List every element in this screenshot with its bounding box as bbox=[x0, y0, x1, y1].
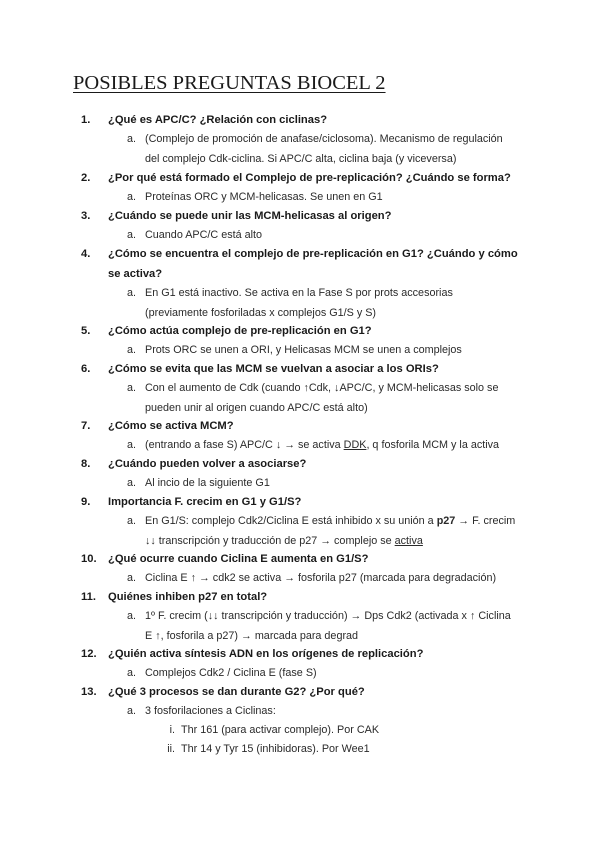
question-text: ¿Qué es APC/C? ¿Relación con ciclinas? bbox=[108, 114, 328, 126]
answer-line: Con el aumento de Cdk (cuando ↑Cdk, ↓APC/C, y MCM-helicasas solo se bbox=[145, 382, 499, 394]
question-text: Quiénes inhiben p27 en total? bbox=[108, 591, 268, 603]
question-5 bbox=[81, 322, 528, 342]
answer-7 bbox=[127, 436, 535, 456]
answer-11 bbox=[127, 607, 535, 646]
answer-text: Ciclina E ↑ → cdk2 se activa → fosforila p27 (marcada para degradación) bbox=[145, 572, 497, 584]
question-12 bbox=[81, 645, 528, 665]
answer-letter: a. bbox=[127, 477, 137, 489]
question-number: 6. bbox=[81, 363, 91, 375]
answer-text: ↓↓ transcripción y traducción de p27 → complejo se bbox=[145, 534, 395, 547]
answer-line bbox=[145, 532, 535, 552]
question-number: 7. bbox=[81, 420, 91, 432]
question-text: ¿Qué ocurre cuando Ciclina E aumenta en G1/S? bbox=[108, 553, 369, 565]
question-8 bbox=[81, 455, 528, 475]
answer-letter: a. bbox=[127, 382, 137, 394]
answer-text: , q fosforila MCM y la activa bbox=[366, 439, 500, 451]
answer-9 bbox=[127, 512, 535, 551]
question-text: ¿Cuándo pueden volver a asociarse? bbox=[108, 458, 307, 470]
answer-text: 3 fosforilaciones a Ciclinas: bbox=[145, 705, 276, 717]
question-13 bbox=[81, 683, 528, 703]
answer-13 bbox=[127, 702, 535, 722]
question-text: ¿Cuándo se puede unir las MCM-helicasas al origen? bbox=[108, 210, 392, 222]
question-7 bbox=[81, 417, 528, 437]
answer-line: (Complejo de promoción de anafase/ciclosoma). Mecanismo de regulación bbox=[145, 133, 503, 145]
question-line: ¿Cómo se encuentra el complejo de pre-replicación en G1? ¿Cuándo y cómo bbox=[108, 248, 518, 260]
question-text: ¿Cómo se activa MCM? bbox=[108, 420, 234, 432]
sub-item-text: Thr 161 (para activar complejo). Por CAK bbox=[181, 724, 380, 736]
question-number: 4. bbox=[81, 248, 91, 260]
answer-text: → F. crecim bbox=[455, 515, 516, 527]
answer-letter: a. bbox=[127, 572, 137, 584]
question-10 bbox=[81, 550, 528, 570]
answer-text: Proteínas ORC y MCM-helicasas. Se unen en G1 bbox=[145, 191, 383, 203]
question-4 bbox=[81, 245, 528, 284]
question-number: 11. bbox=[81, 591, 96, 603]
answer-letter: a. bbox=[127, 439, 137, 451]
answer-letter: a. bbox=[127, 705, 137, 717]
question-number: 13. bbox=[81, 686, 97, 698]
question-number: 5. bbox=[81, 325, 91, 337]
answer-text: Al incio de la siguiente G1 bbox=[145, 477, 270, 489]
answer-5 bbox=[127, 341, 535, 361]
question-2 bbox=[81, 169, 528, 189]
document-title: POSIBLES PREGUNTAS BIOCEL 2 bbox=[73, 72, 386, 94]
answer-line: (previamente fosforiladas x complejos G1/S y S) bbox=[145, 306, 377, 319]
question-11 bbox=[81, 588, 528, 608]
ddk-underlined: DDK bbox=[343, 439, 367, 451]
answer-letter: a. bbox=[127, 344, 137, 356]
roman-numeral: ii. bbox=[167, 743, 175, 755]
question-6 bbox=[81, 360, 528, 380]
answer-2 bbox=[127, 188, 535, 208]
answer-line: pueden unir al origen cuando APC/C está alto) bbox=[145, 401, 368, 414]
answer-3 bbox=[127, 226, 535, 246]
answer-line: 1º F. crecim (↓↓ transcripción y traducción) → Dps Cdk2 (activada x ↑ Ciclina bbox=[145, 610, 511, 622]
answer-4 bbox=[127, 284, 535, 323]
answer-text: En G1/S: complejo Cdk2/Ciclina E está inhibido x su unión a bbox=[145, 515, 437, 527]
answer-letter: a. bbox=[127, 191, 137, 203]
sub-item-ii bbox=[167, 740, 541, 760]
question-number: 9. bbox=[81, 496, 91, 508]
question-text: ¿Por qué está formado el Complejo de pre-replicación? ¿Cuándo se forma? bbox=[108, 172, 511, 184]
answer-6 bbox=[127, 379, 535, 418]
roman-numeral: i. bbox=[169, 724, 175, 736]
question-number: 10. bbox=[81, 553, 97, 565]
answer-text: Cuando APC/C está alto bbox=[145, 229, 263, 241]
question-number: 3. bbox=[81, 210, 91, 222]
question-text: ¿Quién activa síntesis ADN en los orígenes de replicación? bbox=[108, 648, 424, 660]
question-1 bbox=[81, 111, 528, 131]
answer-letter: a. bbox=[127, 133, 137, 145]
answer-text: (entrando a fase S) APC/C ↓ → se activa bbox=[145, 439, 344, 451]
p27-bold: p27 bbox=[436, 515, 456, 527]
answer-8 bbox=[127, 474, 535, 494]
question-text: ¿Cómo actúa complejo de pre-replicación en G1? bbox=[108, 325, 372, 337]
answer-letter: a. bbox=[127, 287, 137, 299]
sub-item-text: Thr 14 y Tyr 15 (inhibidoras). Por Wee1 bbox=[181, 743, 370, 755]
question-number: 1. bbox=[81, 114, 91, 126]
activa-underlined: activa bbox=[394, 534, 423, 547]
question-number: 12. bbox=[81, 648, 97, 660]
question-3 bbox=[81, 207, 528, 227]
answer-line: del complejo Cdk-ciclina. Si APC/C alta, ciclina baja (y viceversa) bbox=[145, 152, 457, 165]
answer-1 bbox=[127, 130, 535, 169]
question-line: se activa? bbox=[108, 267, 163, 280]
answer-line bbox=[145, 512, 535, 532]
question-text: Importancia F. crecim en G1 y G1/S? bbox=[108, 496, 302, 508]
question-9 bbox=[81, 493, 528, 513]
answer-letter: a. bbox=[127, 610, 137, 622]
answer-12 bbox=[127, 664, 535, 684]
answer-10 bbox=[127, 569, 535, 589]
answer-letter: a. bbox=[127, 515, 137, 527]
answer-text: Prots ORC se unen a ORI, y Helicasas MCM se unen a complejos bbox=[145, 344, 462, 356]
question-text: ¿Cómo se evita que las MCM se vuelvan a asociar a los ORIs? bbox=[108, 363, 439, 375]
answer-text: Complejos Cdk2 / Ciclina E (fase S) bbox=[145, 667, 317, 679]
question-text: ¿Qué 3 procesos se dan durante G2? ¿Por qué? bbox=[108, 686, 365, 698]
answer-letter: a. bbox=[127, 229, 137, 241]
answer-line: En G1 está inactivo. Se activa en la Fase S por prots accesorias bbox=[145, 287, 453, 299]
question-number: 8. bbox=[81, 458, 91, 470]
answer-line: E ↑, fosforila a p27) → marcada para degrad bbox=[145, 629, 359, 642]
answer-letter: a. bbox=[127, 667, 137, 679]
question-number: 2. bbox=[81, 172, 91, 184]
sub-item-i bbox=[169, 721, 541, 741]
